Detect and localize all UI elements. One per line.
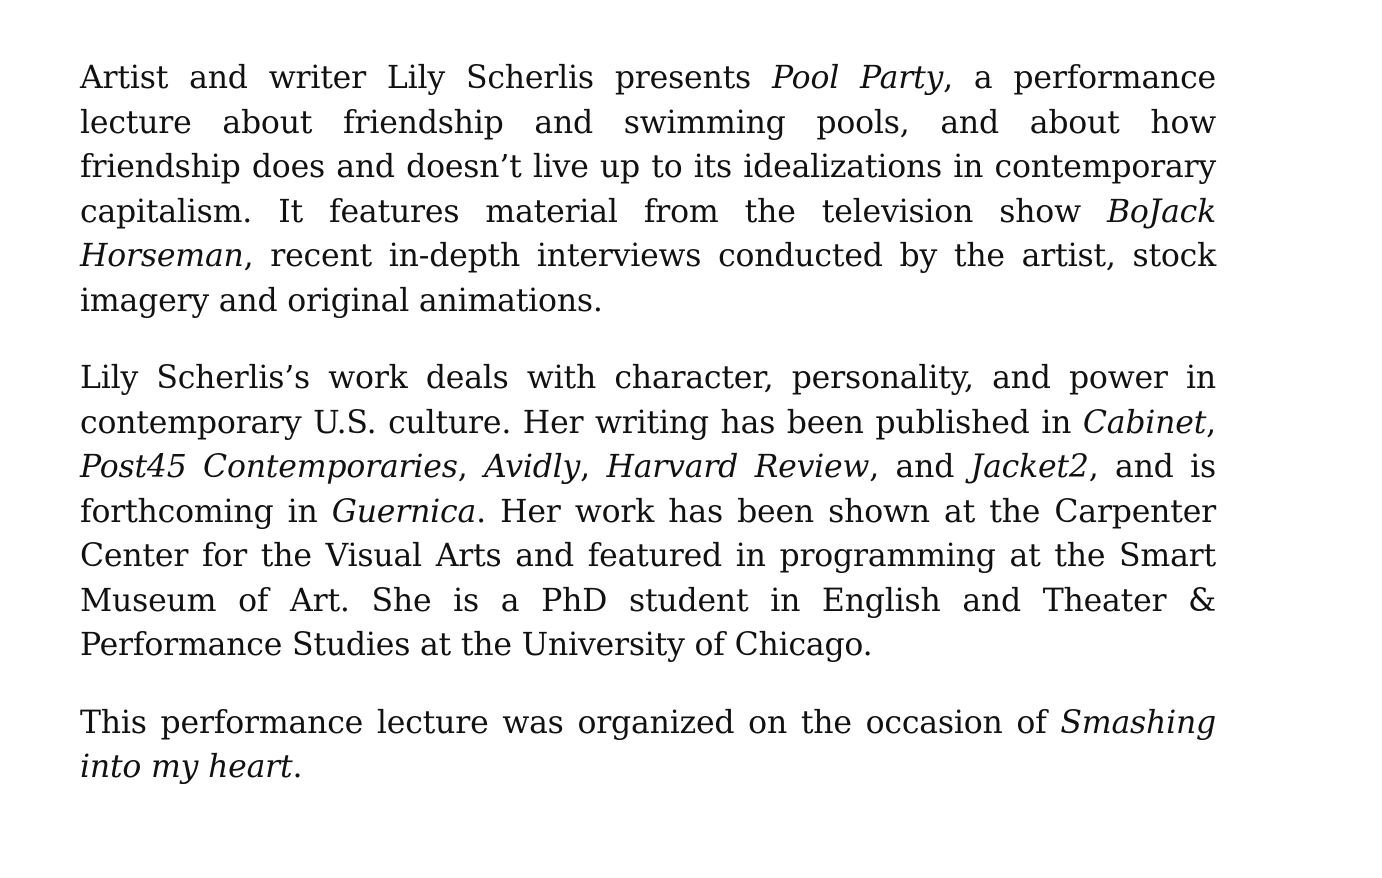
- text-run: ,: [1206, 404, 1216, 441]
- exhibition-title: Smashing into my heart: [80, 704, 1216, 785]
- intro-paragraph: [80, 56, 1216, 323]
- text-run: .: [292, 749, 303, 785]
- text-run: ,: [580, 449, 607, 485]
- text-run: , recent in-depth interviews conducted by the artist, stock imagery and original animations.: [80, 238, 1216, 319]
- publication-title: Jacket2: [970, 449, 1089, 485]
- article-body: [80, 56, 1216, 823]
- text-run: Lily Scherlis’s work deals with character, personality, and power in contemporary U.S. culture. Her writing has been published in: [80, 360, 1216, 441]
- bio-paragraph: [80, 356, 1216, 668]
- text-run: , and is forthcoming in: [80, 449, 1216, 530]
- occasion-paragraph: [80, 701, 1216, 790]
- text-run: , and: [869, 449, 971, 485]
- publication-title: Harvard Review: [606, 449, 870, 485]
- publication-title: Avidly: [483, 449, 581, 485]
- text-run: This performance lecture was organized on the occasion of: [80, 704, 1061, 741]
- text-run: . Her work has been shown at the Carpenter Center for the Visual Arts and featured in programming at the Smart Museum of Art. She is a PhD student in English and Theater & Performance Studies at the University of Chicago.: [80, 493, 1216, 663]
- text-run: Artist and writer Lily Scherlis presents: [80, 60, 772, 96]
- text-run: ,: [457, 449, 484, 485]
- work-title: Pool Party: [771, 60, 944, 96]
- publication-title: Post45 Contemporaries: [80, 449, 458, 485]
- publication-title: Cabinet: [1082, 404, 1207, 441]
- text-run: , a performance lecture about friendship and swimming pools, and about how friendship does and doesn’t live up to its idealizations in contemporary capitalism. It features material from the television show: [80, 60, 1216, 230]
- work-title: BoJack Horseman: [80, 193, 1216, 274]
- publication-title: Guernica: [331, 493, 477, 530]
